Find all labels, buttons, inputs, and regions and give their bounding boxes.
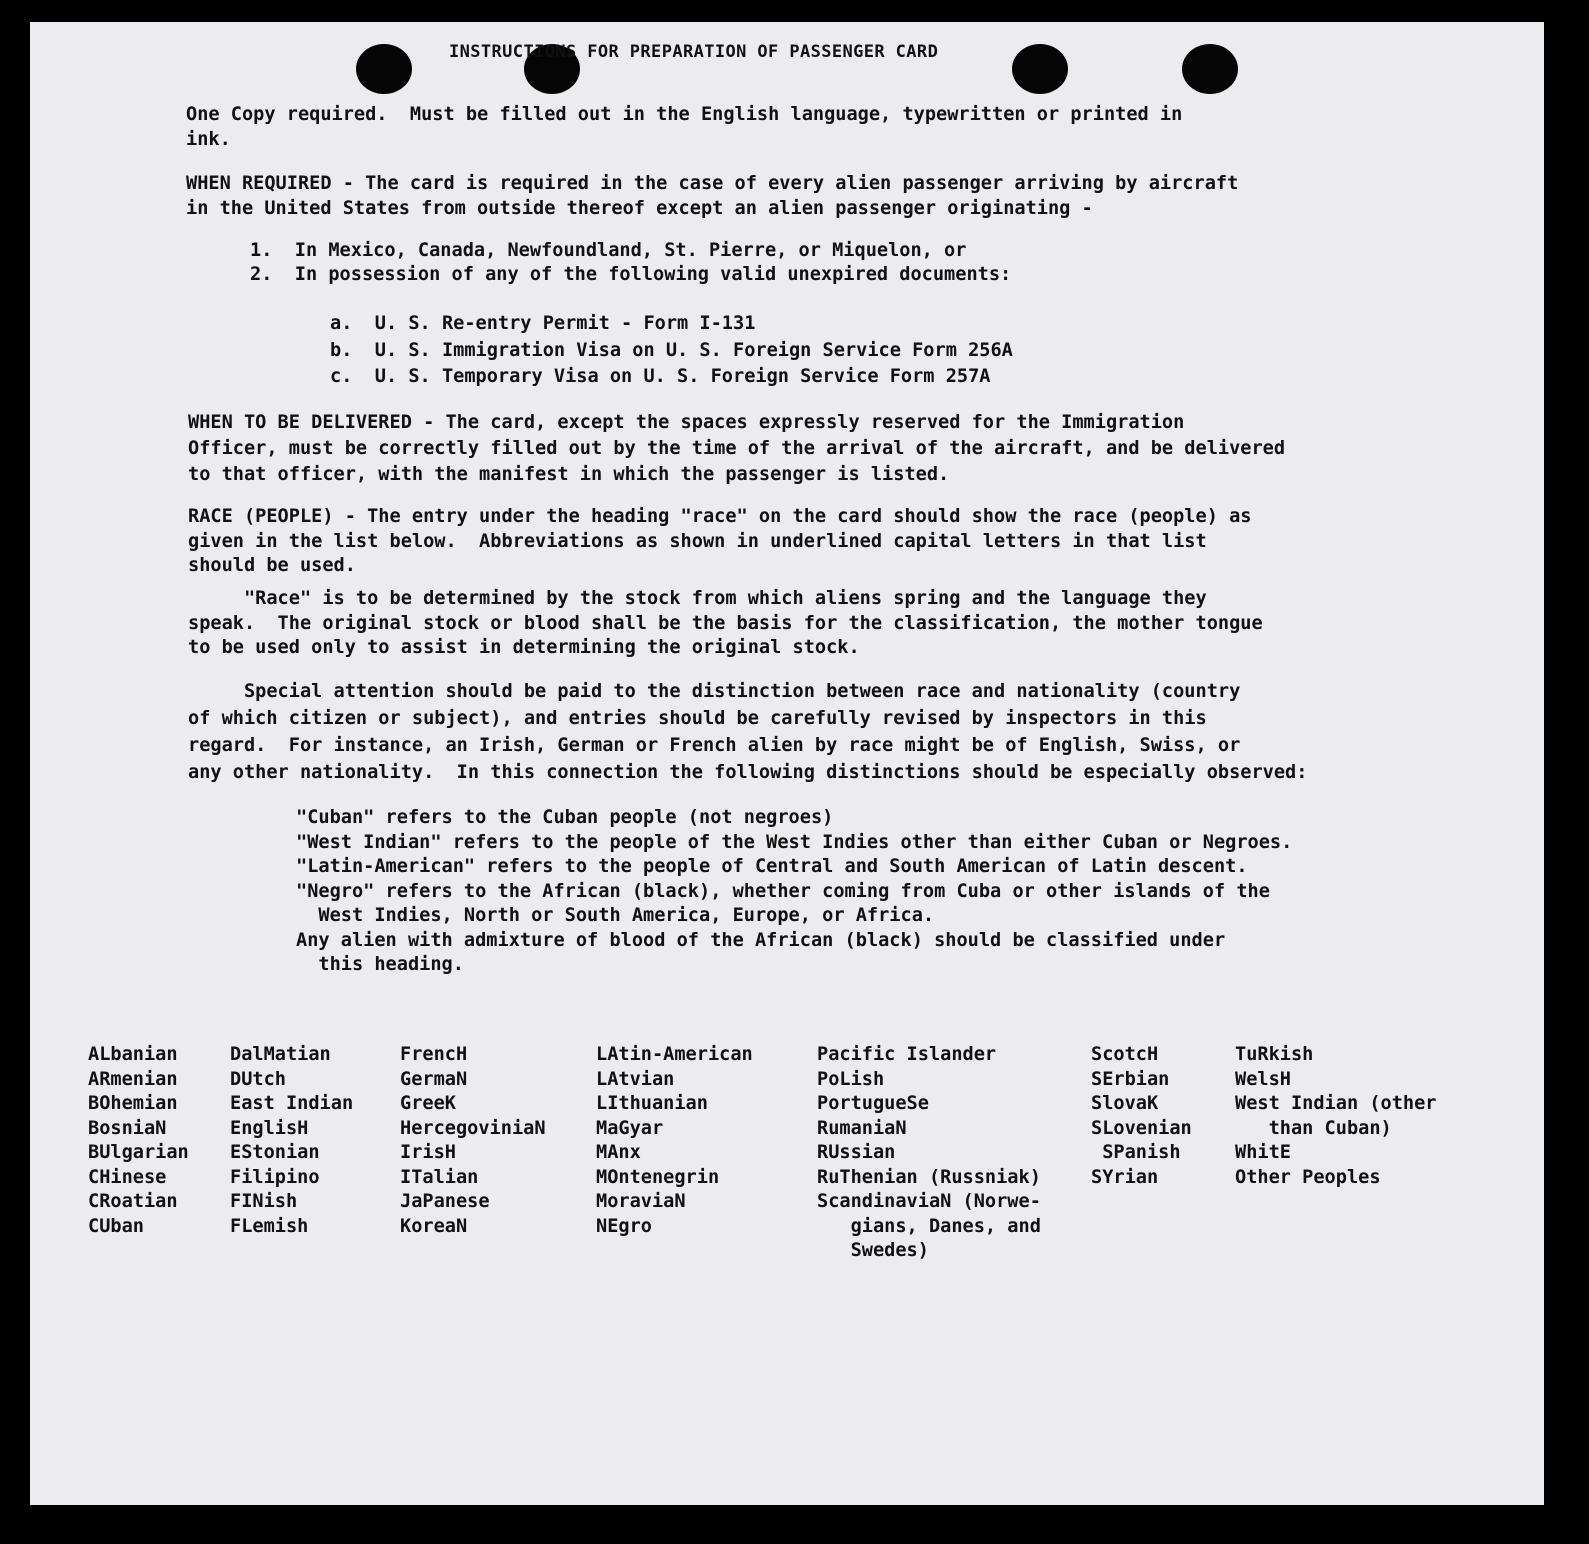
race-column — [596, 1043, 753, 1239]
race-entry: ARmenian — [88, 1068, 178, 1090]
race-entry: KoreaN — [400, 1215, 468, 1237]
race-entry: FINish — [230, 1191, 298, 1212]
page-title: INSTRUCTIONS FOR PREPARATION OF PASSENGER CARD — [449, 42, 939, 62]
race-entry: SErbian — [1091, 1068, 1170, 1090]
race-entry: CUban — [88, 1215, 144, 1237]
race-entry: GermaN — [400, 1068, 468, 1090]
race-entry: LAtin-American — [596, 1044, 753, 1065]
race-entry: GreeK — [400, 1093, 456, 1114]
race-entry: NEgro — [596, 1215, 652, 1237]
race-entry: MaGyar — [596, 1117, 664, 1139]
race-entry: Other Peoples — [1235, 1166, 1381, 1188]
race-entry: SlovaK — [1091, 1093, 1159, 1114]
race-entry: LIthuanian — [596, 1093, 708, 1114]
race-entry: Swedes) — [817, 1240, 929, 1261]
race-entry: PortugueSe — [817, 1093, 929, 1114]
race-entry: CHinese — [88, 1166, 167, 1188]
punch-hole — [1012, 44, 1068, 94]
race-entry: EStonian — [230, 1142, 320, 1163]
race-entry: Pacific Islander — [817, 1044, 997, 1065]
race-entry: FLemish — [230, 1215, 309, 1237]
special-attention-paragraph: Special attention should be paid to the distinction between race and nationality (country of which citizen or subject), and entries should be carefully revised by inspectors in this regard. For instance, an Irish, German or French alien by race might be of English, Swiss, or any other nationality. In this connection the following distinctions should be especially observed: — [188, 681, 1308, 783]
exception-item: 1. In Mexico, Canada, Newfoundland, St. Pierre, or Miquelon, or — [250, 240, 967, 261]
race-entry: PoLish — [817, 1068, 885, 1090]
race-entry: MOntenegrin — [596, 1166, 720, 1188]
race-entry: ITalian — [400, 1166, 479, 1188]
race-entry: TuRkish — [1235, 1044, 1314, 1065]
when-required-paragraph: WHEN REQUIRED - The card is required in the case of every alien passenger arriving by aircraft in the United States from outside thereof except an alien passenger originating - — [186, 173, 1239, 219]
race-entry: MAnx — [596, 1142, 641, 1163]
race-entry: BUlgarian — [88, 1142, 189, 1163]
race-entry: SLovenian — [1091, 1117, 1192, 1139]
race-column — [817, 1043, 1041, 1264]
when-delivered-paragraph: WHEN TO BE DELIVERED - The card, except the spaces expressly reserved for the Immigration Officer, must be correctly filled out by the time of the arrival of the aircraft, and be delivered to that officer, with the manifest in which the passenger is listed. — [188, 412, 1286, 485]
race-entry: HercegoviniaN — [400, 1117, 546, 1139]
race-entry: East Indian — [230, 1093, 354, 1114]
race-entry: BosniaN — [88, 1117, 167, 1139]
race-entry: WhitE — [1235, 1142, 1291, 1163]
race-entry: ALbanian — [88, 1044, 178, 1065]
race-entry: LAtvian — [596, 1068, 675, 1090]
race-entry: SPanish — [1091, 1142, 1181, 1163]
race-entry: DalMatian — [230, 1044, 331, 1065]
race-entry: IrisH — [400, 1142, 456, 1163]
punch-hole — [356, 44, 412, 94]
race-entry: ScandinaviaN (Norwe- — [817, 1191, 1041, 1212]
document-item: a. U. S. Re-entry Permit - Form I-131 — [330, 313, 756, 334]
race-definition-paragraph: "Race" is to be determined by the stock from which aliens spring and the language they speak. The original stock or blood shall be the basis for the classification, the mother tongue to be used only to assist in determining the original stock. — [188, 588, 1263, 658]
race-paragraph: RACE (PEOPLE) - The entry under the heading "race" on the card should show the race (people) as given in the list below. Abbreviations as shown in underlined capital letters in that list should be used. — [188, 506, 1252, 576]
race-entry: MoraviaN — [596, 1191, 686, 1212]
race-entry: RuThenian (Russniak) — [817, 1166, 1041, 1188]
document-item: b. U. S. Immigration Visa on U. S. Foreign Service Form 256A — [330, 340, 1013, 361]
race-entry: than Cuban) — [1235, 1117, 1392, 1139]
distinctions-list: "Cuban" refers to the Cuban people (not negroes) "West Indian" refers to the people of the West Indies other than either Cuban or Negroes. "Latin-American" refers to the people of Central and South American of Latin descent. "Negro" refers to the African (black), whether coming from Cuba or other islands of the West Indies, North or South America, Europe, or Africa. Any alien with admixture of blood of the African (black) should be classified under this heading. — [296, 807, 1293, 975]
race-entry: DUtch — [230, 1068, 286, 1090]
punch-hole — [1182, 44, 1238, 94]
race-column — [1235, 1043, 1437, 1190]
race-column — [400, 1043, 546, 1239]
race-entry: JaPanese — [400, 1191, 490, 1212]
exception-item: 2. In possession of any of the following valid unexpired documents: — [250, 264, 1012, 285]
race-entry: West Indian (other — [1235, 1093, 1437, 1114]
race-entry: ScotcH — [1091, 1044, 1159, 1065]
race-entry: RUssian — [817, 1142, 896, 1163]
race-entry: RumaniaN — [817, 1117, 907, 1139]
race-entry: FrencH — [400, 1044, 468, 1065]
race-entry: WelsH — [1235, 1068, 1291, 1090]
race-entry: BOhemian — [88, 1093, 178, 1114]
race-entry: gians, Danes, and — [817, 1215, 1041, 1237]
race-column — [88, 1043, 189, 1239]
race-entry: EnglisH — [230, 1117, 309, 1139]
race-entry: Filipino — [230, 1166, 320, 1188]
intro-paragraph: One Copy required. Must be filled out in the English language, typewritten or printed in ink. — [186, 104, 1183, 150]
race-entry: SYrian — [1091, 1166, 1159, 1188]
race-column — [1091, 1043, 1192, 1190]
race-column — [230, 1043, 353, 1239]
race-entry: CRoatian — [88, 1191, 178, 1212]
document-item: c. U. S. Temporary Visa on U. S. Foreign Service Form 257A — [330, 366, 991, 387]
